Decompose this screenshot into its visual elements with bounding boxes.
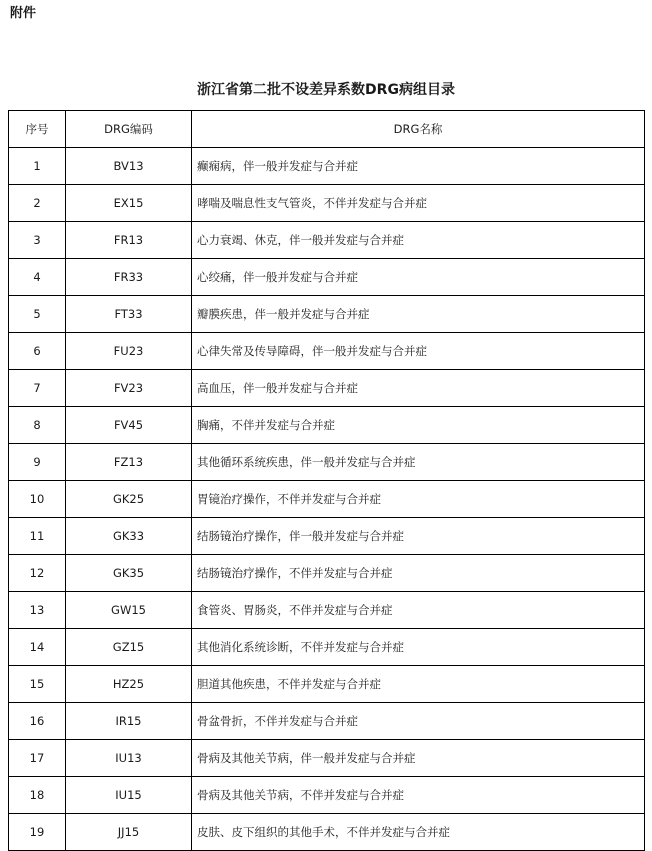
cell-code: JJ15 <box>66 814 192 851</box>
header-seq: 序号 <box>9 111 66 148</box>
cell-seq: 12 <box>9 555 66 592</box>
cell-seq: 4 <box>9 259 66 296</box>
cell-name: 心律失常及传导障碍，伴一般并发症与合并症 <box>192 333 645 370</box>
cell-name: 骨病及其他关节病，伴一般并发症与合并症 <box>192 740 645 777</box>
cell-code: FR13 <box>66 222 192 259</box>
table-row <box>9 259 645 296</box>
table-row <box>9 740 645 777</box>
cell-name: 骨病及其他关节病，不伴并发症与合并症 <box>192 777 645 814</box>
drg-table <box>8 110 645 851</box>
cell-code: IR15 <box>66 703 192 740</box>
cell-name: 结肠镜治疗操作，伴一般并发症与合并症 <box>192 518 645 555</box>
cell-name: 食管炎、胃肠炎，不伴并发症与合并症 <box>192 592 645 629</box>
cell-name: 皮肤、皮下组织的其他手术，不伴并发症与合并症 <box>192 814 645 851</box>
cell-seq: 18 <box>9 777 66 814</box>
cell-name: 胆道其他疾患，不伴并发症与合并症 <box>192 666 645 703</box>
attachment-label: 附件 <box>10 6 37 21</box>
cell-code: IU13 <box>66 740 192 777</box>
cell-name: 骨盆骨折，不伴并发症与合并症 <box>192 703 645 740</box>
cell-name: 其他循环系统疾患，伴一般并发症与合并症 <box>192 444 645 481</box>
cell-code: BV13 <box>66 148 192 185</box>
cell-name: 心绞痛，伴一般并发症与合并症 <box>192 259 645 296</box>
cell-seq: 1 <box>9 148 66 185</box>
cell-name: 结肠镜治疗操作，不伴并发症与合并症 <box>192 555 645 592</box>
cell-seq: 9 <box>9 444 66 481</box>
cell-seq: 13 <box>9 592 66 629</box>
cell-seq: 8 <box>9 407 66 444</box>
cell-seq: 6 <box>9 333 66 370</box>
cell-name: 高血压，伴一般并发症与合并症 <box>192 370 645 407</box>
table-row <box>9 407 645 444</box>
cell-code: GW15 <box>66 592 192 629</box>
table-row <box>9 185 645 222</box>
cell-code: FR33 <box>66 259 192 296</box>
table-row <box>9 518 645 555</box>
cell-seq: 5 <box>9 296 66 333</box>
table-row <box>9 703 645 740</box>
cell-code: FV45 <box>66 407 192 444</box>
cell-code: FU23 <box>66 333 192 370</box>
cell-name: 其他消化系统诊断，不伴并发症与合并症 <box>192 629 645 666</box>
cell-seq: 10 <box>9 481 66 518</box>
cell-seq: 7 <box>9 370 66 407</box>
cell-name: 哮喘及喘息性支气管炎，不伴并发症与合并症 <box>192 185 645 222</box>
cell-seq: 3 <box>9 222 66 259</box>
table-row <box>9 666 645 703</box>
cell-code: FV23 <box>66 370 192 407</box>
table-row <box>9 592 645 629</box>
cell-code: GZ15 <box>66 629 192 666</box>
header-code: DRG编码 <box>66 111 192 148</box>
cell-code: FZ13 <box>66 444 192 481</box>
cell-name: 癫痫病，伴一般并发症与合并症 <box>192 148 645 185</box>
table-row <box>9 148 645 185</box>
header-name: DRG名称 <box>192 111 645 148</box>
cell-code: GK25 <box>66 481 192 518</box>
table-body <box>9 148 645 851</box>
cell-name: 胃镜治疗操作，不伴并发症与合并症 <box>192 481 645 518</box>
cell-name: 心力衰竭、休克，伴一般并发症与合并症 <box>192 222 645 259</box>
cell-seq: 14 <box>9 629 66 666</box>
document-title: 浙江省第二批不设差异系数DRG病组目录 <box>197 82 455 98</box>
table-row <box>9 555 645 592</box>
table-row <box>9 222 645 259</box>
table-row <box>9 370 645 407</box>
cell-code: EX15 <box>66 185 192 222</box>
table-row <box>9 444 645 481</box>
cell-code: HZ25 <box>66 666 192 703</box>
cell-seq: 16 <box>9 703 66 740</box>
table-row <box>9 481 645 518</box>
table-row <box>9 333 645 370</box>
cell-seq: 11 <box>9 518 66 555</box>
table-row <box>9 777 645 814</box>
cell-code: IU15 <box>66 777 192 814</box>
cell-code: GK33 <box>66 518 192 555</box>
cell-code: GK35 <box>66 555 192 592</box>
header-row <box>9 111 645 148</box>
cell-seq: 15 <box>9 666 66 703</box>
cell-seq: 17 <box>9 740 66 777</box>
table-row <box>9 296 645 333</box>
cell-name: 胸痛，不伴并发症与合并症 <box>192 407 645 444</box>
table-row <box>9 814 645 851</box>
cell-seq: 2 <box>9 185 66 222</box>
cell-code: FT33 <box>66 296 192 333</box>
table-header <box>9 111 645 148</box>
table-row <box>9 629 645 666</box>
cell-name: 瓣膜疾患，伴一般并发症与合并症 <box>192 296 645 333</box>
cell-seq: 19 <box>9 814 66 851</box>
